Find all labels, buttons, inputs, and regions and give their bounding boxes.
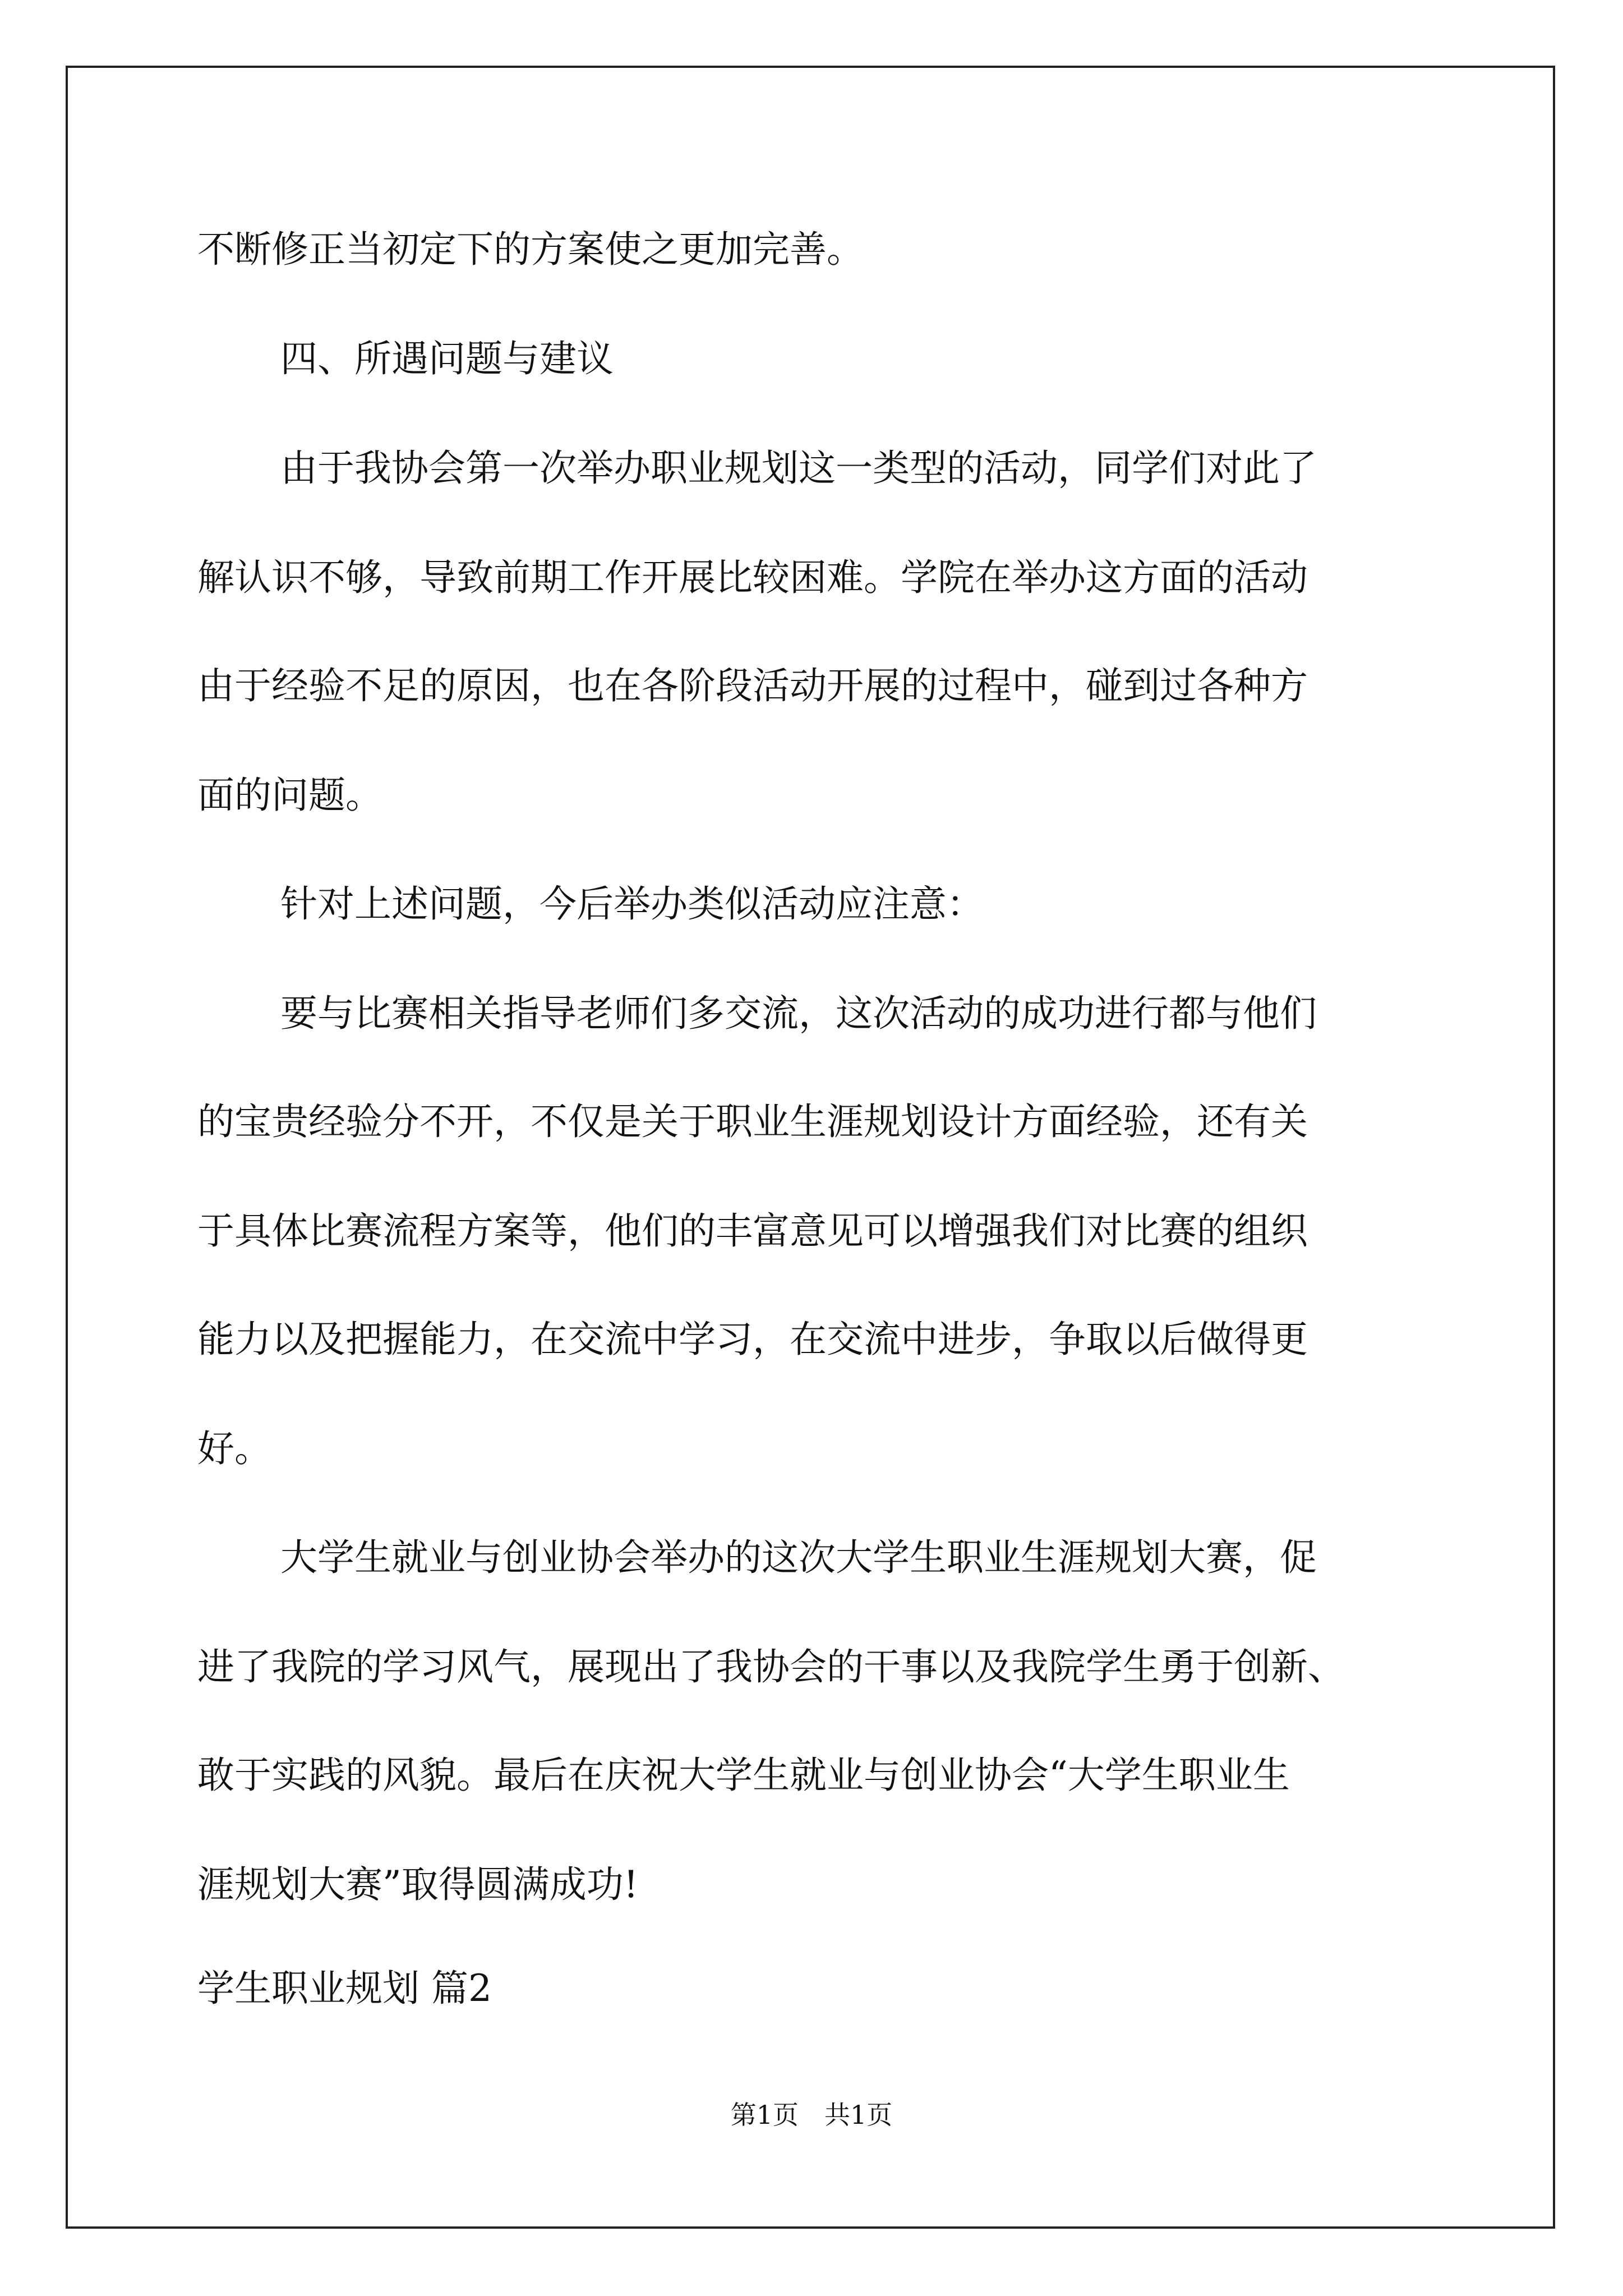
text-line: 好。 <box>197 1427 271 1470</box>
text-line: 面的问题。 <box>197 774 382 817</box>
text-line: 涯规划大赛”取得圆满成功! <box>197 1863 639 1906</box>
text-line: 进了我院的学习风气，展现出了我协会的干事以及我院学生勇于创新、 <box>197 1645 1345 1688</box>
text-line: 由于我协会第一次举办职业规划这一类型的活动，同学们对此了 <box>280 447 1317 490</box>
text-line: 的宝贵经验分不开，不仅是关于职业生涯规划设计方面经验，还有关 <box>197 1100 1308 1143</box>
text-line: 大学生就业与创业协会举办的这次大学生职业生涯规划大赛，促 <box>280 1536 1317 1579</box>
text-line: 于具体比赛流程方案等，他们的丰富意见可以增强我们对比赛的组织 <box>197 1209 1308 1253</box>
section-heading: 四、所遇问题与建议 <box>280 337 614 380</box>
text-line: 敢于实践的风貌。最后在庆祝大学生就业与创业协会“大学生职业生 <box>197 1754 1290 1797</box>
text-line: 由于经验不足的原因，也在各阶段活动开展的过程中，碰到过各种方 <box>197 664 1308 707</box>
text-line: 解认识不够，导致前期工作开展比较困难。学院在举办这方面的活动 <box>197 556 1308 599</box>
text-line: 针对上述问题，今后举办类似活动应注意： <box>280 882 984 926</box>
text-line: 要与比赛相关指导老师们多交流，这次活动的成功进行都与他们 <box>280 992 1317 1035</box>
article-heading: 学生职业规划 篇2 <box>197 1967 492 2010</box>
page-footer: 第1页 共1页 <box>730 2100 893 2130</box>
text-line: 能力以及把握能力，在交流中学习，在交流中进步，争取以后做得更 <box>197 1318 1308 1361</box>
text-line: 不断修正当初定下的方案使之更加完善。 <box>197 228 864 271</box>
